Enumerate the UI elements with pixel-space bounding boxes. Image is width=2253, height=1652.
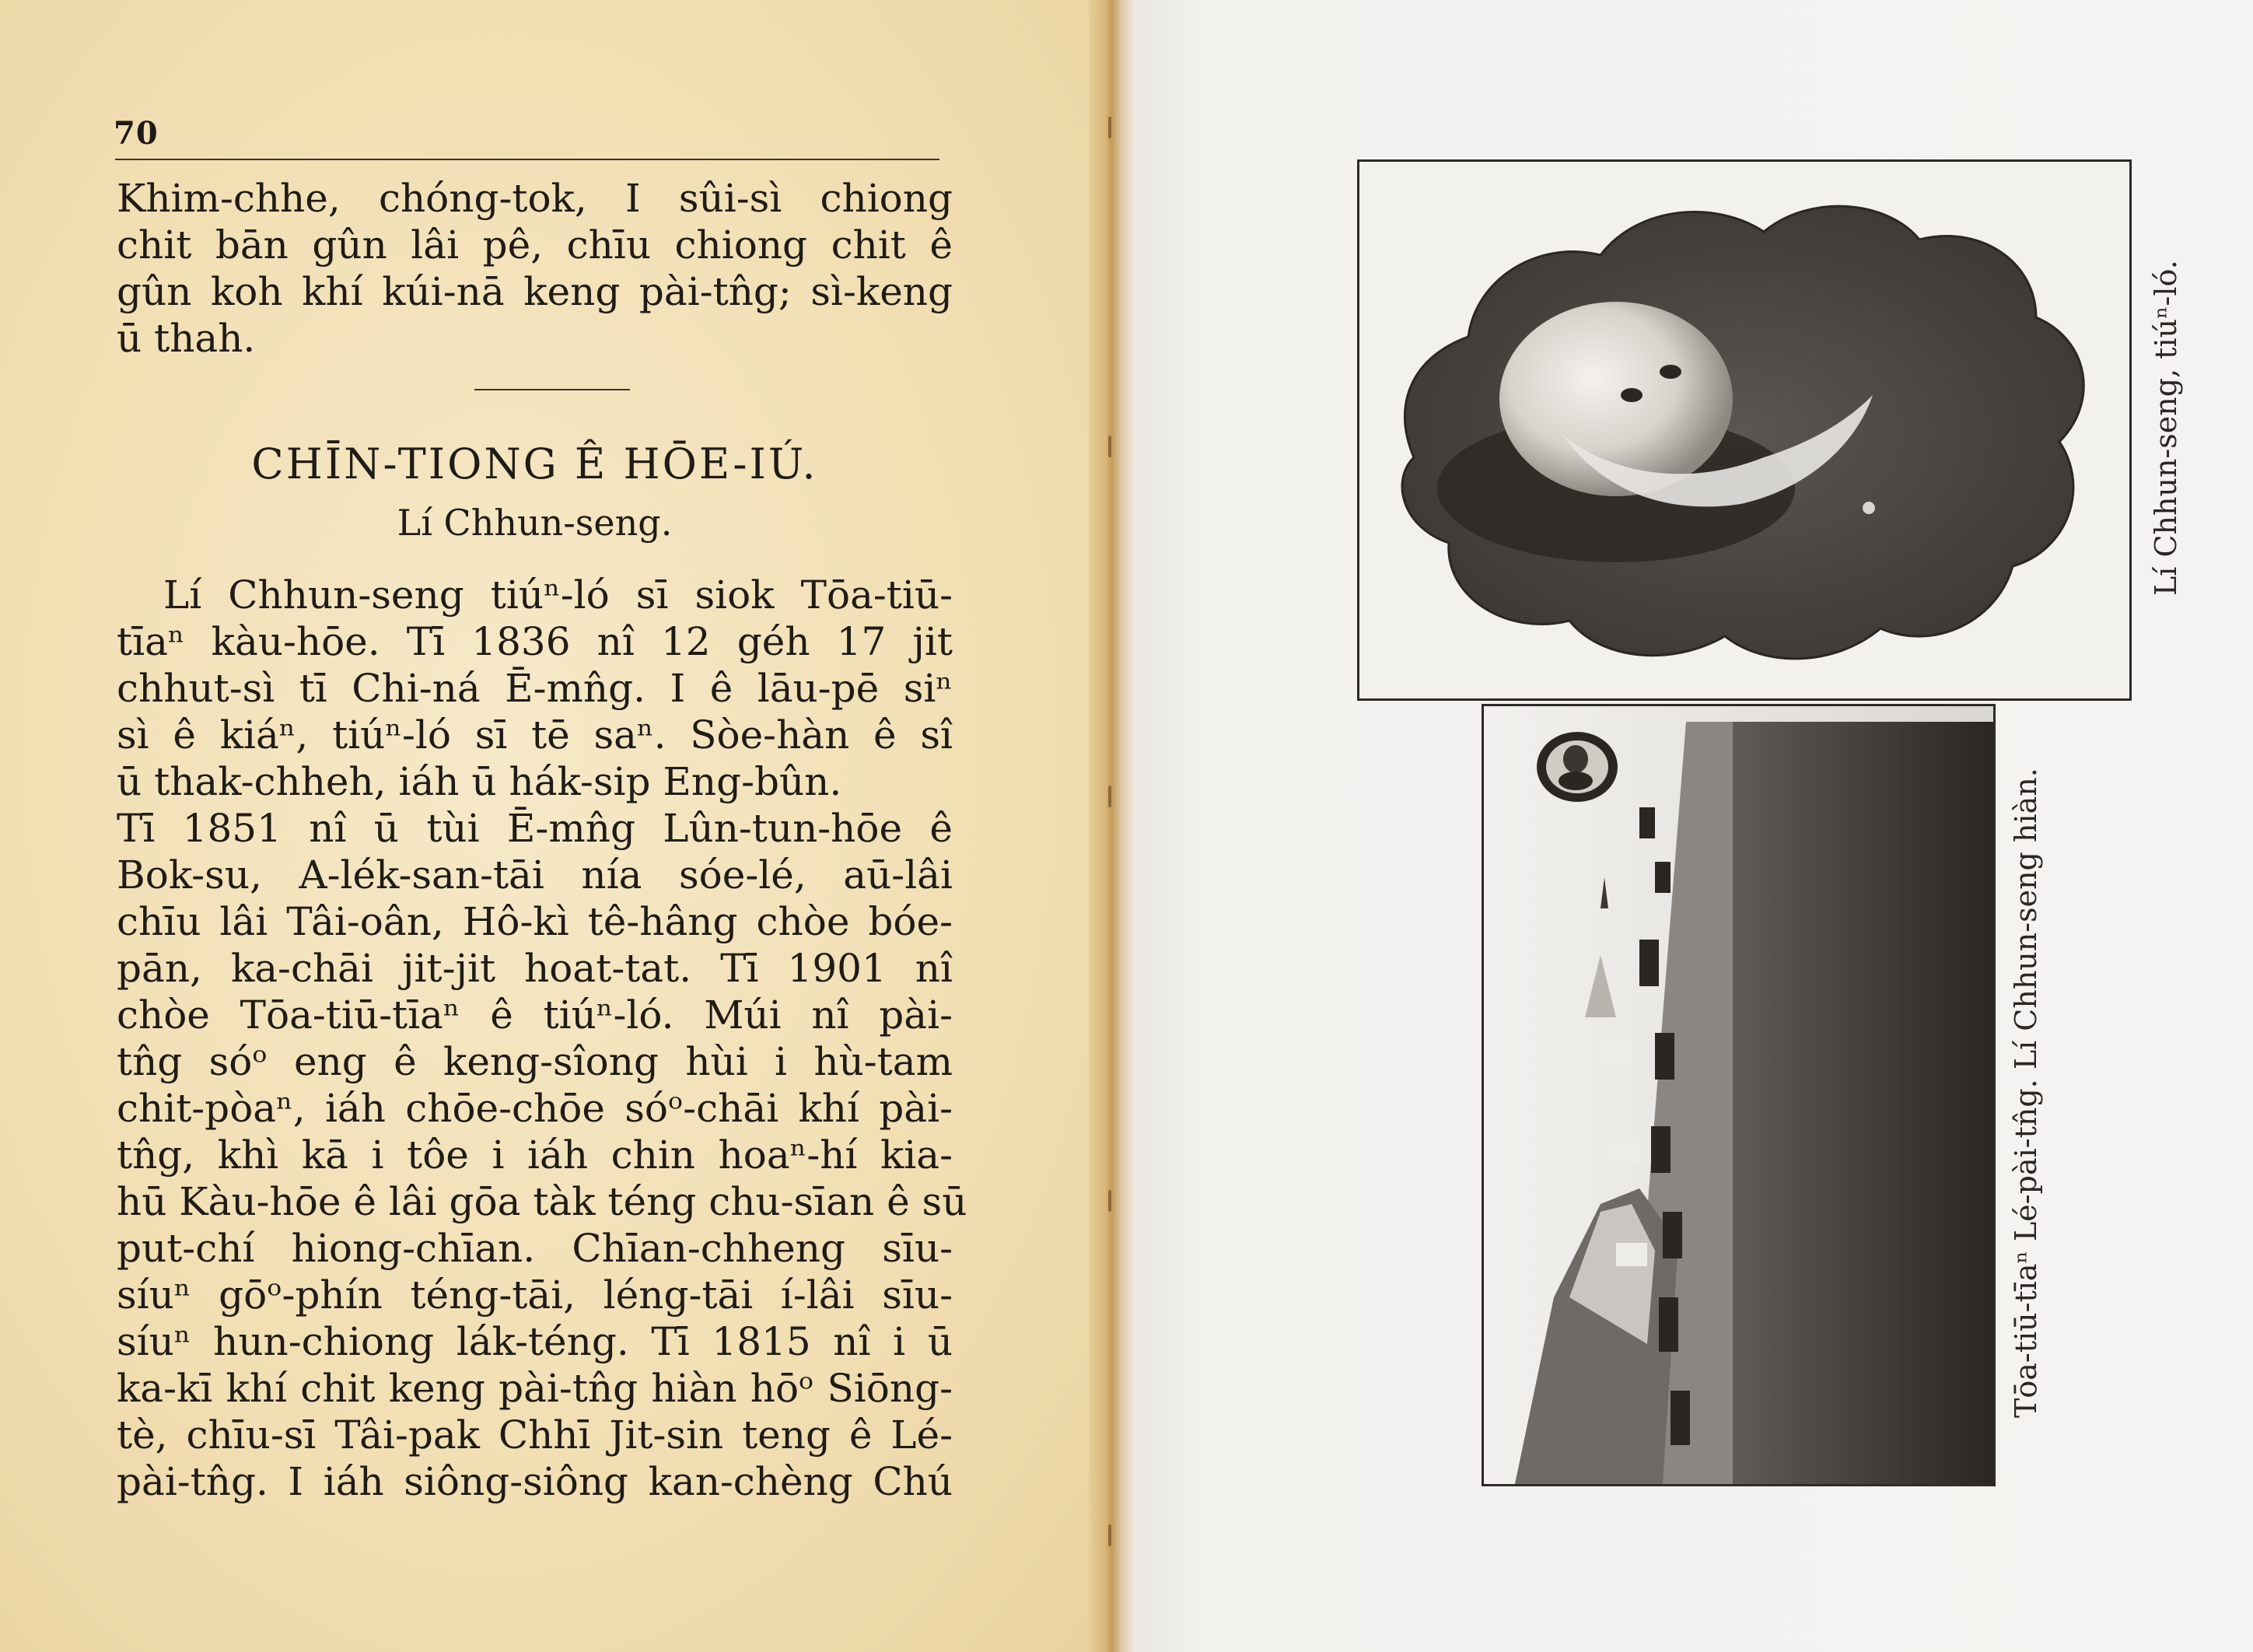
section-title: CHĪN-TIONG Ê HŌE-IÚ. [251,439,818,488]
text-line: síuⁿ gōᵒ-phín téng-tāi, léng-tāi í-lâi sīu- [117,1272,953,1318]
text-line: tn̂g sóᵒ eng ê keng-sîong hùi i hù-tam [117,1039,953,1084]
binding-stitch [1108,436,1111,457]
text-line: ka-kī khí chit keng pài-tn̂g hiàn hōᵒ Siōng- [117,1366,953,1411]
body-paragraph [117,572,967,1505]
church-photo [1484,706,1993,1484]
text-line: hū Kàu-hōe ê lâi gōa tàk téng chu-sīan ê sū [117,1179,967,1224]
text-line: Bok-su, A-lék-san-tāi nía sóe-lé, aū-lâi [117,852,953,898]
left-page [0,0,1112,1652]
intro-paragraph [117,175,953,362]
text-line: tè, chīu-sī Tâi-pak Chhī Jit-sin teng ê Lé- [117,1412,953,1458]
text-line: ū thah. [117,316,256,361]
text-line: chit bān gûn lâi pê, chīu chiong chit ê [117,222,953,268]
binding-stitch [1108,1524,1111,1546]
church-plate [1482,704,1996,1486]
text-line: chit-pòaⁿ, iáh chōe-chōe sóᵒ-chāi khí pài- [117,1086,953,1131]
binding-stitch [1108,117,1111,138]
church-caption-text: Tōa-tiū-tīaⁿ Lé-pài-tn̂g. Lí Chhun-seng hiàn. [2009,768,2043,1418]
text-line: chòe Tōa-tiū-tīaⁿ ê tiúⁿ-ló. Múi nî pài- [117,992,953,1038]
portrait-caption [2143,163,2189,692]
text-line: Lí Chhun-seng tiúⁿ-ló sī siok Tōa-tiū- [163,572,953,618]
church-caption [2003,704,2049,1482]
text-line: tn̂g, khì kā i tôe i iáh chin hoaⁿ-hí kia- [117,1132,953,1178]
text-line: tīaⁿ kàu-hōe. Tī 1836 nî 12 géh 17 jit [117,619,953,664]
text-line: síuⁿ hun-chiong lák-téng. Tī 1815 nî i ū [117,1319,953,1364]
section-divider [474,389,630,390]
text-line: gûn koh khí kúi-nā keng pài-tn̂g; sì-keng [117,269,953,314]
portrait-photo [1359,162,2129,698]
text-line: pān, ka-chāi jit-jit hoat-tat. Tī 1901 nî [117,946,953,991]
header-rule [115,159,939,160]
text-line: Khim-chhe, chóng-tok, I sûi-sì chiong [117,176,953,221]
text-line: chhut-sì tī Chi-ná Ē-mn̂g. I ê lāu-pē siⁿ [117,666,953,711]
binding-stitch [1108,1190,1111,1212]
text-line: pài-tn̂g. I iáh siông-siông kan-chèng Chú [117,1459,953,1504]
text-line: put-chí hiong-chīan. Chīan-chheng sīu- [117,1226,953,1271]
text-line: chīu lâi Tâi-oân, Hô-kì tê-hâng chòe bóe- [117,899,953,944]
text-line: Tī 1851 nî ū tùi Ē-mn̂g Lûn-tun-hōe ê [117,806,953,851]
text-line: ū thak-chheh, iáh ū hák-sip Eng-bûn. [117,759,842,804]
portrait-caption-text: Lí Chhun-seng, tiúⁿ-ló. [2149,260,2183,596]
section-author: Lí Chhun-seng. [397,502,673,544]
page-number: 70 [114,115,159,152]
text-line: sì ê kiáⁿ, tiúⁿ-ló sī tē saⁿ. Sòe-hàn ê sî [117,712,953,758]
book-gutter [1089,0,1135,1652]
portrait-plate [1357,159,2132,701]
binding-stitch [1108,786,1111,807]
